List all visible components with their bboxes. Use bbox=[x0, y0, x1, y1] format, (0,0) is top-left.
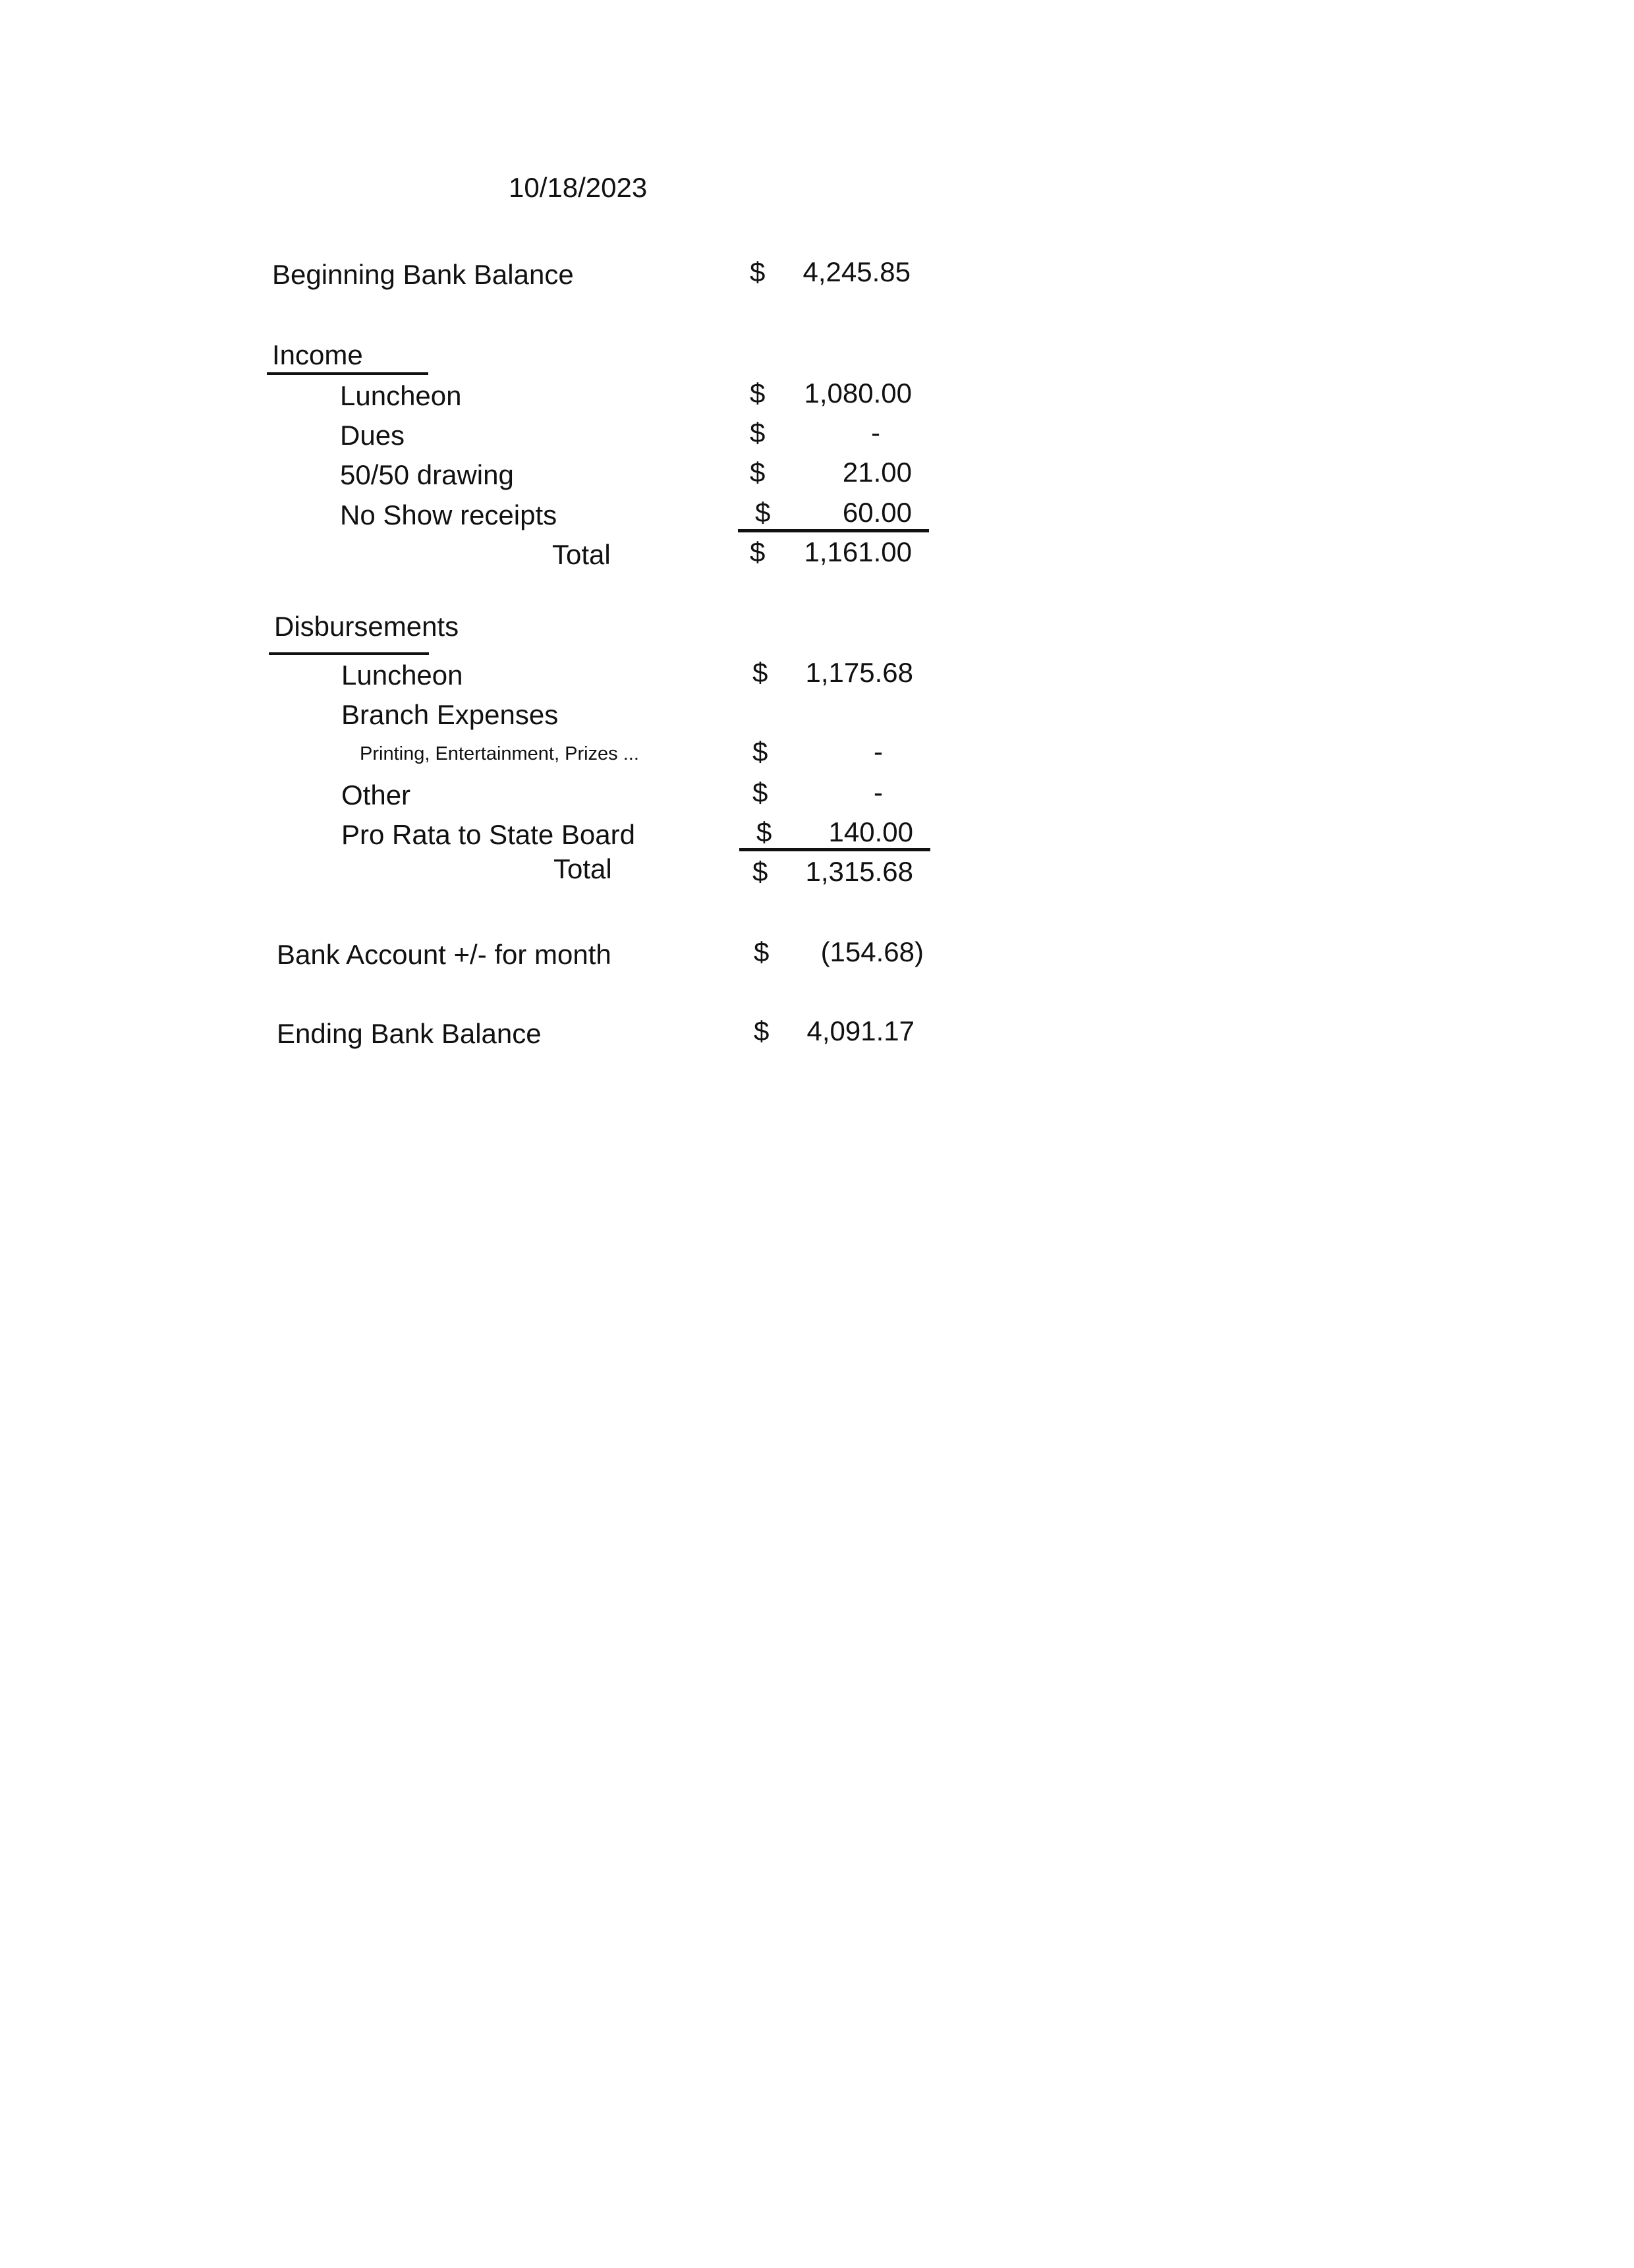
income-drawing-label: 50/50 drawing bbox=[340, 459, 514, 490]
disb-luncheon-amount: 1,175.68 bbox=[805, 657, 913, 688]
disb-other-amount: - bbox=[874, 777, 883, 808]
disb-luncheon-currency: $ bbox=[752, 657, 768, 688]
ending-balance-label: Ending Bank Balance bbox=[277, 1018, 542, 1049]
income-luncheon-label: Luncheon bbox=[340, 380, 462, 411]
report-date: 10/18/2023 bbox=[509, 172, 648, 203]
disb-printing-label: Printing, Entertainment, Prizes ... bbox=[360, 743, 639, 764]
disbursements-heading-underline bbox=[269, 652, 429, 655]
income-total-rule bbox=[738, 529, 929, 532]
disb-luncheon-label: Luncheon bbox=[341, 660, 463, 691]
disb-prorata-currency: $ bbox=[756, 816, 772, 847]
bank-change-currency: $ bbox=[754, 936, 770, 967]
income-total-amount: 1,161.00 bbox=[804, 536, 912, 567]
disb-total-label: Total bbox=[553, 853, 612, 884]
beginning-balance-amount: 4,245.85 bbox=[803, 256, 911, 287]
income-drawing-currency: $ bbox=[750, 457, 766, 488]
disbursements-heading: Disbursements bbox=[274, 611, 459, 642]
income-drawing-amount: 21.00 bbox=[842, 457, 912, 488]
disb-branch-expenses-label: Branch Expenses bbox=[341, 699, 559, 730]
ending-balance-amount: 4,091.17 bbox=[806, 1015, 915, 1046]
income-heading-underline bbox=[267, 372, 428, 375]
income-heading: Income bbox=[272, 339, 363, 370]
disb-prorata-label: Pro Rata to State Board bbox=[341, 819, 635, 850]
income-dues-amount: - bbox=[871, 417, 880, 448]
income-noshow-currency: $ bbox=[755, 497, 771, 528]
income-dues-label: Dues bbox=[340, 420, 405, 451]
disb-total-rule bbox=[739, 848, 930, 851]
income-noshow-amount: 60.00 bbox=[842, 497, 912, 528]
income-total-label: Total bbox=[552, 539, 611, 570]
income-noshow-label: No Show receipts bbox=[340, 499, 557, 530]
bank-change-amount: (154.68) bbox=[820, 936, 924, 967]
income-total-currency: $ bbox=[750, 536, 766, 567]
bank-change-label: Bank Account +/- for month bbox=[277, 939, 611, 970]
disb-printing-amount: - bbox=[874, 736, 883, 767]
disb-total-currency: $ bbox=[752, 856, 768, 887]
beginning-balance-currency: $ bbox=[750, 256, 766, 287]
ending-balance-currency: $ bbox=[754, 1015, 770, 1046]
disb-prorata-amount: 140.00 bbox=[828, 816, 913, 847]
disb-other-label: Other bbox=[341, 780, 411, 810]
income-dues-currency: $ bbox=[750, 417, 766, 448]
disb-other-currency: $ bbox=[752, 777, 768, 808]
income-luncheon-amount: 1,080.00 bbox=[804, 378, 912, 409]
beginning-balance-label: Beginning Bank Balance bbox=[272, 259, 574, 290]
disb-printing-currency: $ bbox=[752, 736, 768, 767]
disb-total-amount: 1,315.68 bbox=[805, 856, 913, 887]
income-luncheon-currency: $ bbox=[750, 378, 766, 409]
